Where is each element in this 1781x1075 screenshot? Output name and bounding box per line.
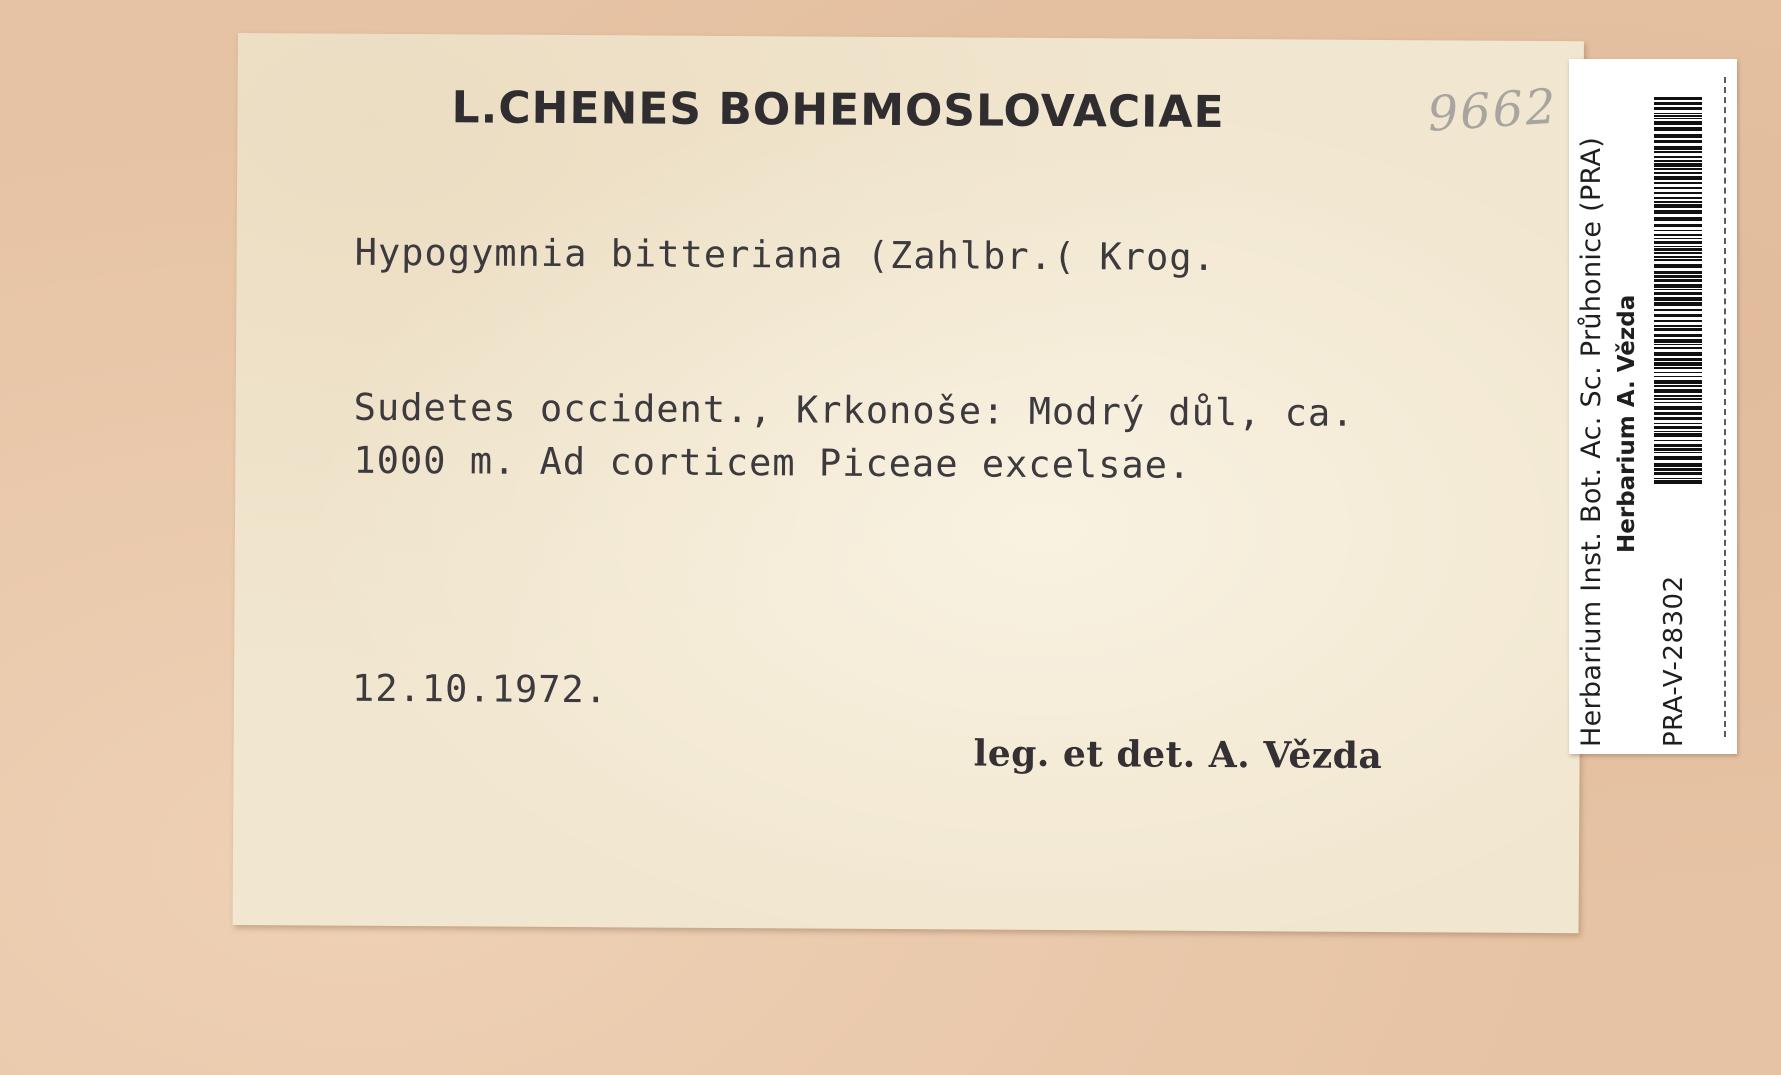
- collector-stamp: leg. et det. A. Vězda: [973, 732, 1383, 778]
- locality-line-2: 1000 m. Ad corticem Piceae excelsae.: [353, 438, 1192, 487]
- inventory-number: 9662: [1425, 78, 1560, 143]
- collection-header: L.CHENES BOHEMOSLOVACIAE: [451, 82, 1225, 139]
- barcode-label: [1569, 59, 1737, 754]
- catalog-number: PRA-V-28302: [1659, 575, 1689, 747]
- locality-line-1: Sudetes occident., Krkonoše: Modrý důl, ca.: [353, 385, 1355, 435]
- herbarium-label-card: [233, 33, 1584, 933]
- collection-date: 12.10.1972.: [351, 666, 609, 712]
- barcode-icon: [1654, 97, 1702, 484]
- taxon-name: Hypogymnia bitteriana (Zahlbr.( Krog.: [354, 230, 1216, 279]
- institution-text: Herbarium Inst. Bot. Ac. Sc. Průhonice (PRA): [1576, 136, 1607, 747]
- perforation-line: [1724, 77, 1726, 737]
- herbarium-collection-text: Herbarium A. Vězda: [1614, 294, 1640, 553]
